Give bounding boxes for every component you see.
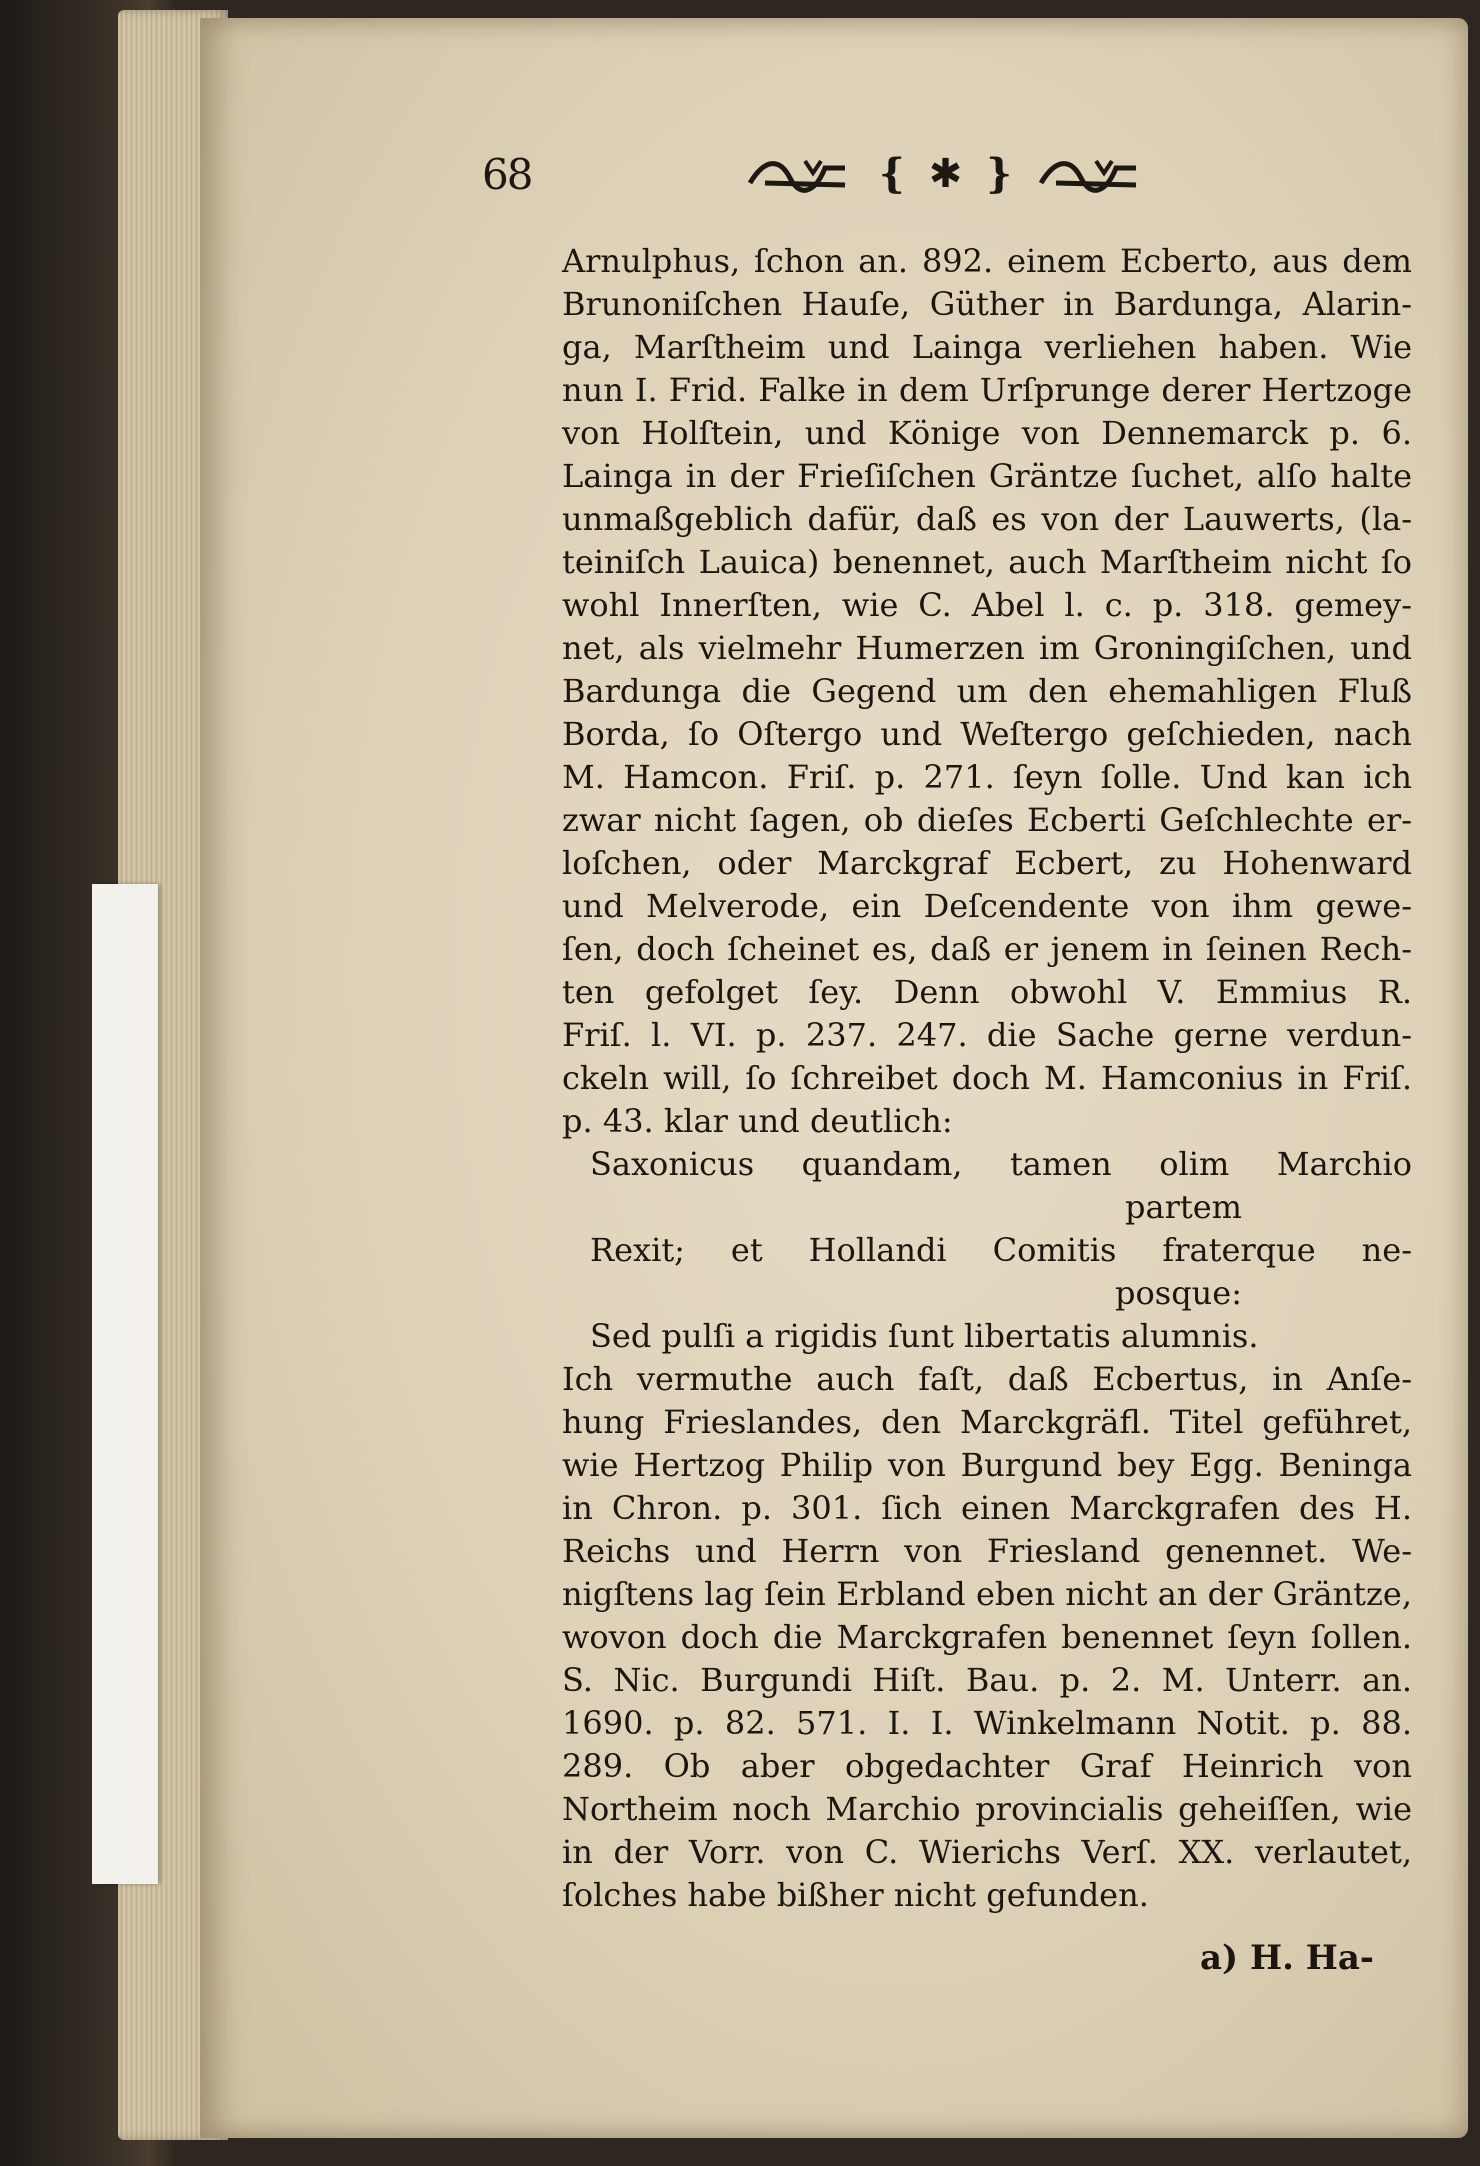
- text-line: zwar nicht ſagen, ob dieſes Ecberti Geſchlechte er-: [562, 801, 1412, 839]
- star-icon: ✱: [928, 150, 963, 197]
- page-number: 68: [482, 150, 532, 199]
- text-line: hung Frieslandes, den Marckgräfl. Titel geführet,: [562, 1403, 1412, 1441]
- text-line: in der Vorr. von C. Wierichs Verſ. XX. verlautet,: [562, 1833, 1412, 1871]
- text-line: p. 43. klar und deutlich:: [562, 1102, 953, 1140]
- text-line: ga, Marſtheim und Lainga verliehen haben. Wie: [562, 328, 1412, 366]
- text-line: Friſ. l. VI. p. 237. 247. die Sache gerne verdun-: [562, 1016, 1412, 1054]
- text-line: in Chron. p. 301. ſich einen Marckgrafen des H.: [562, 1489, 1412, 1527]
- text-line: 289. Ob aber obgedachter Graf Heinrich von: [562, 1747, 1412, 1785]
- text-line: M. Hamcon. Friſ. p. 271. ſeyn ſolle. Und kan ich: [562, 758, 1412, 796]
- text-line: Lainga in der Frieſiſchen Gräntze ſuchet, alſo halte: [562, 457, 1412, 495]
- text-line: S. Nic. Burgundi Hiſt. Bau. p. 2. M. Unterr. an.: [562, 1661, 1412, 1699]
- ornament-right-brace: }: [986, 150, 1012, 197]
- text-line: unmaßgeblich dafür, daß es von der Lauwerts, (la-: [562, 500, 1412, 538]
- text-line: wohl Innerſten, wie C. Abel l. c. p. 318. gemey-: [562, 586, 1412, 624]
- text-line: Arnulphus, ſchon an. 892. einem Ecberto, aus dem: [562, 242, 1412, 280]
- text-line: ten gefolget ſey. Denn obwohl V. Emmius R.: [562, 973, 1412, 1011]
- body-text: [562, 240, 1412, 1917]
- text-line: von Holſtein, und Könige von Dennemarck p. 6.: [562, 414, 1412, 452]
- text-line: teiniſch Lauica) benennet, auch Marſtheim nicht ſo: [562, 543, 1412, 581]
- poem-line: Sed pulſi a rigidis ſunt libertatis alumnis.: [590, 1317, 1259, 1355]
- text-line: und Melverode, ein Deſcendente von ihm gewe-: [562, 887, 1412, 925]
- text-line: net, als vielmehr Humerzen im Groningiſchen, und: [562, 629, 1412, 667]
- ornament-left-brace: {: [879, 150, 905, 197]
- text-line: 1690. p. 82. 571. I. I. Winkelmann Notit. p. 88.: [562, 1704, 1412, 1742]
- text-line: ckeln will, ſo ſchreibet doch M. Hamconius in Friſ.: [562, 1059, 1412, 1097]
- text-line: Reichs und Herrn von Friesland genennet. We-: [562, 1532, 1412, 1570]
- text-line: nun I. Frid. Falke in dem Urſprunge derer Hertzoge: [562, 371, 1412, 409]
- text-line: Ich vermuthe auch faſt, daß Ecbertus, in Anſe-: [562, 1360, 1412, 1398]
- paper-slip: [92, 884, 158, 1884]
- flourish-right-icon: [1036, 153, 1146, 195]
- text-line: nigſtens lag ſein Erbland eben nicht an der Gräntze,: [562, 1575, 1412, 1613]
- text-line: Bardunga die Gegend um den ehemahligen Fluß: [562, 672, 1412, 710]
- catchword: a) H. Ha-: [1200, 1938, 1375, 1978]
- poem-line: Saxonicus quandam, tamen olim Marchio: [590, 1145, 1412, 1183]
- header-ornament: [745, 150, 1146, 197]
- text-line: ſolches habe bißher nicht gefunden.: [562, 1876, 1149, 1914]
- text-line: wovon doch die Marckgrafen benennet ſeyn ſollen.: [562, 1618, 1412, 1656]
- text-line: Brunoniſchen Hauſe, Güther in Bardunga, Alarin-: [562, 285, 1412, 323]
- text-line: loſchen, oder Marckgraf Ecbert, zu Hohenward: [562, 844, 1412, 882]
- text-line: ſen, doch ſcheinet es, daß er jenem in ſeinen Rech-: [562, 930, 1412, 968]
- text-line: wie Hertzog Philip von Burgund bey Egg. Beninga: [562, 1446, 1412, 1484]
- poem-line: partem: [1125, 1188, 1242, 1226]
- text-line: Borda, ſo Oſtergo und Weſtergo geſchieden, nach: [562, 715, 1412, 753]
- poem-line: posque:: [1115, 1274, 1242, 1312]
- text-line: Northeim noch Marchio provincialis geheiſſen, wie: [562, 1790, 1412, 1828]
- flourish-left-icon: [745, 153, 855, 195]
- poem-line: Rexit; et Hollandi Comitis fraterque ne-: [590, 1231, 1412, 1269]
